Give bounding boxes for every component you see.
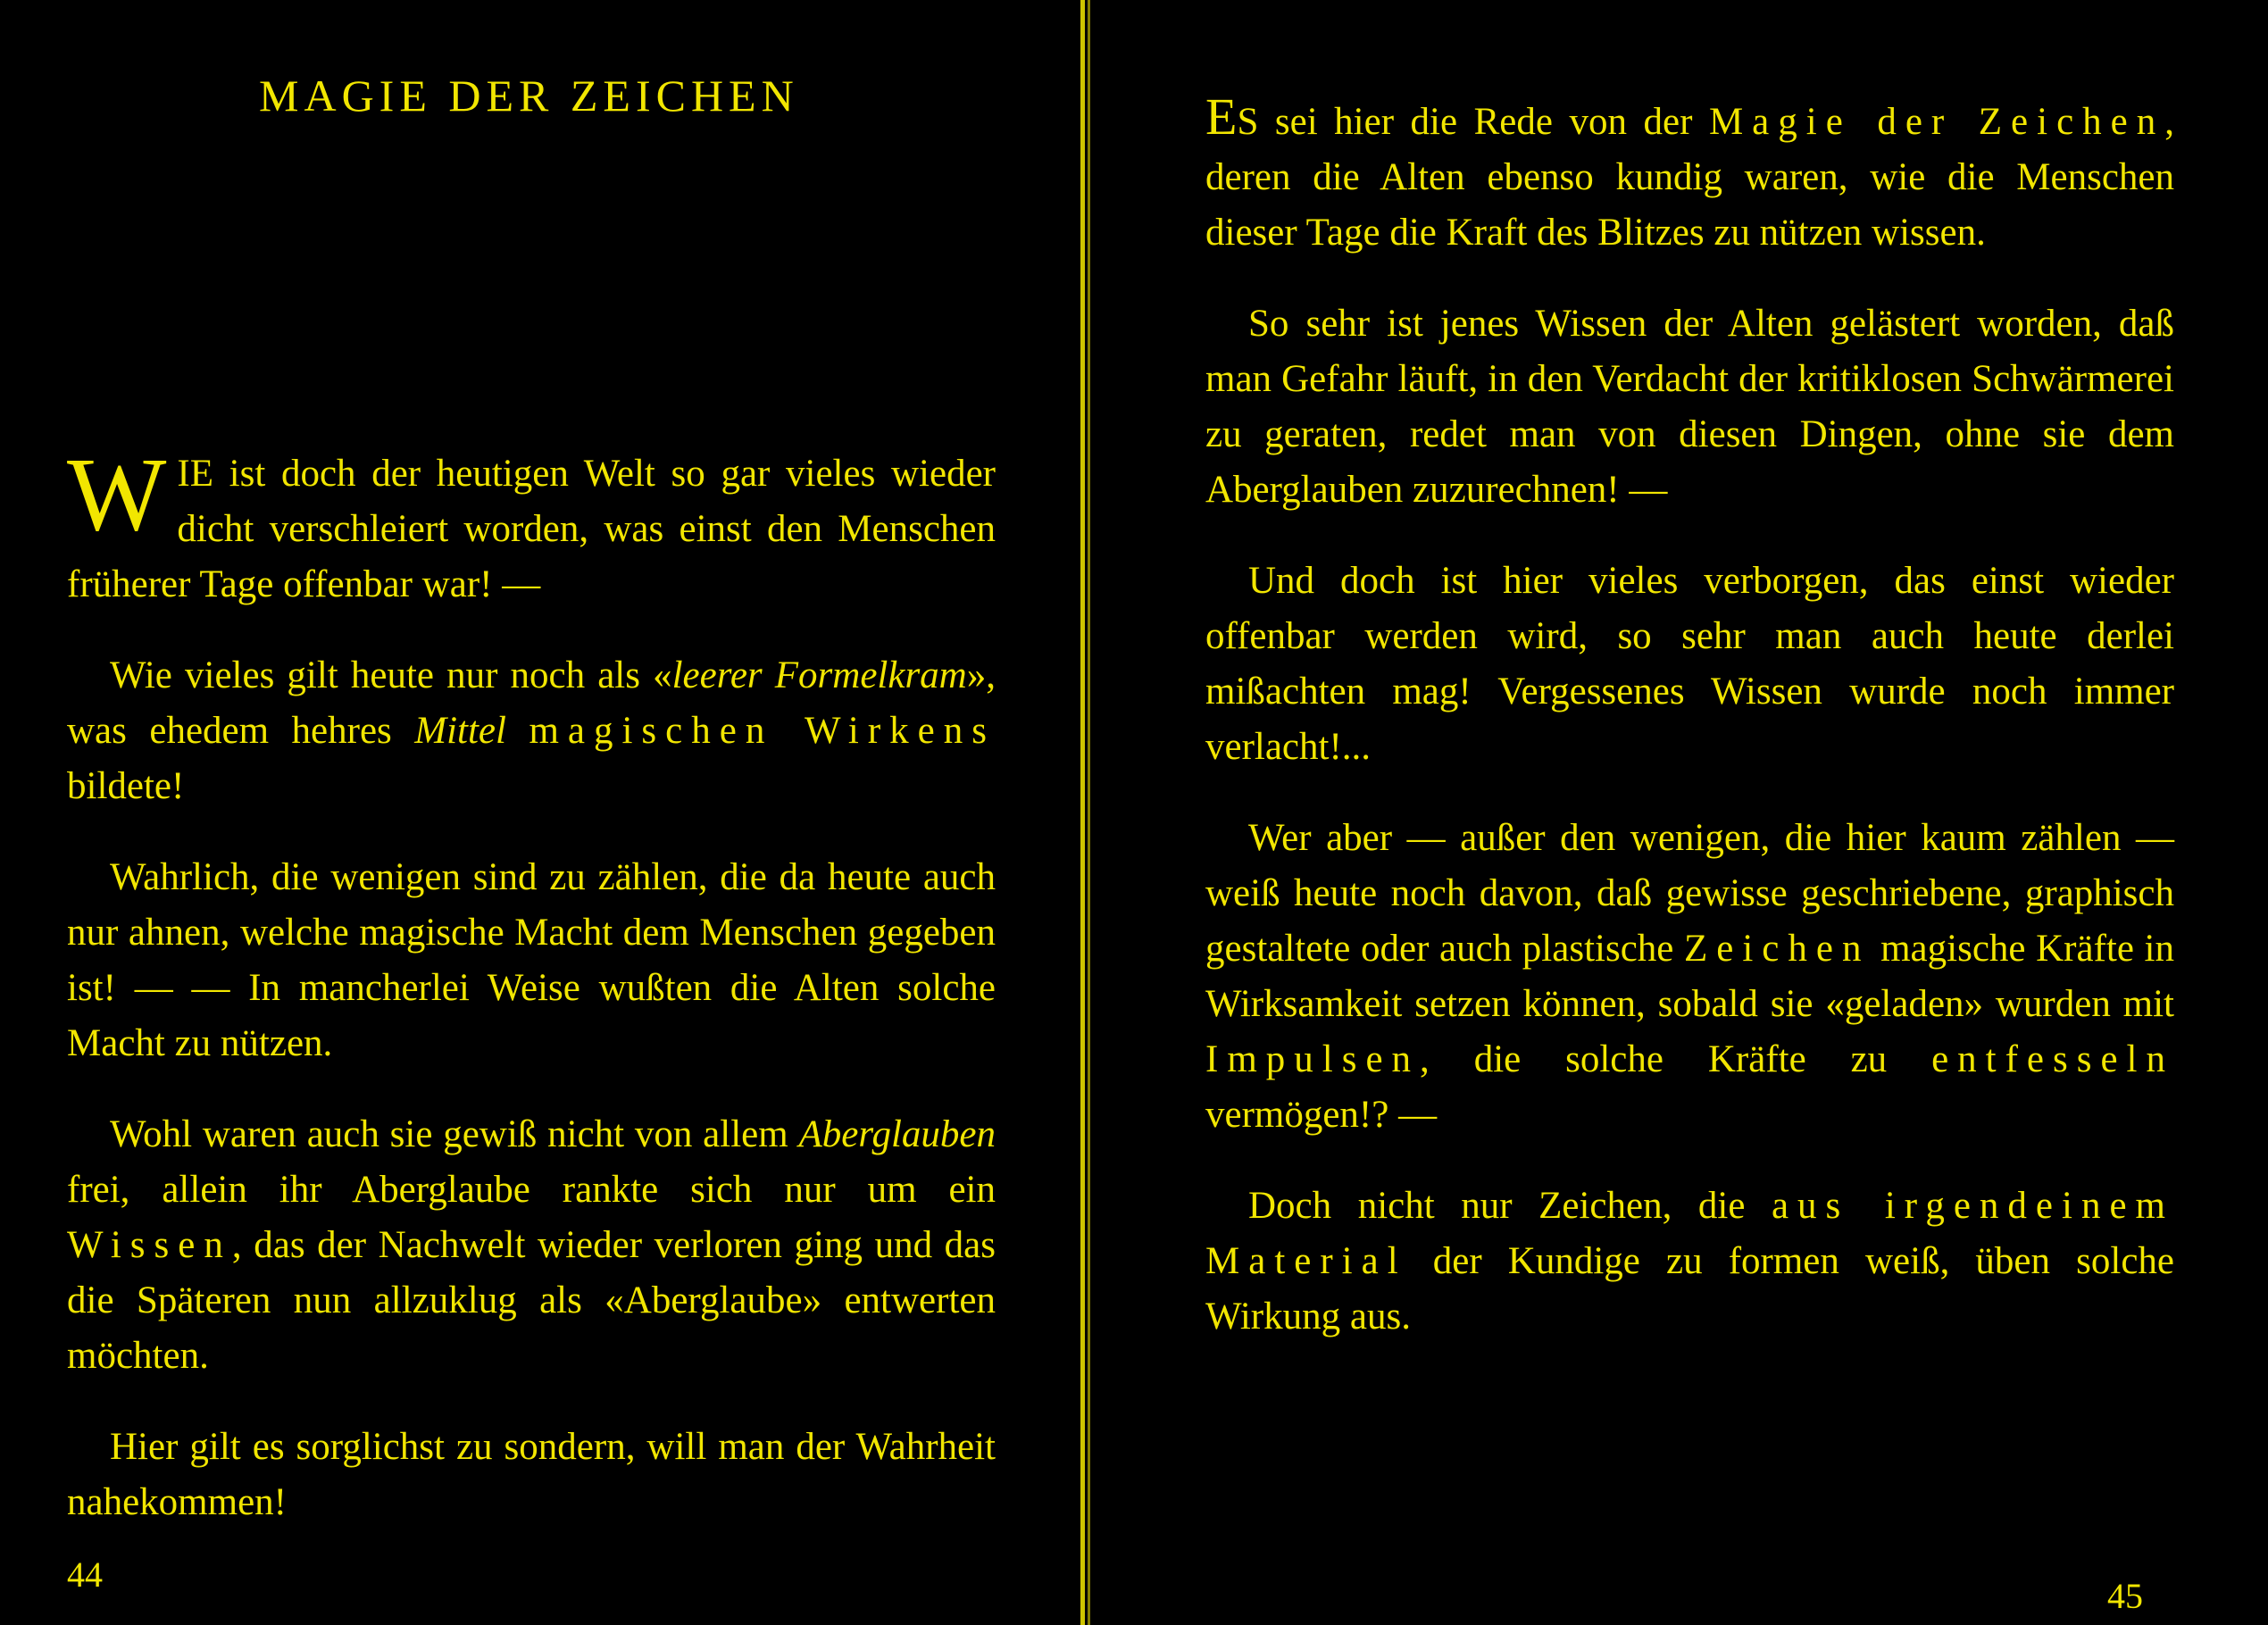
paragraph-4 [67, 1107, 996, 1384]
paragraph-4 [1205, 811, 2174, 1143]
page-number-left: 44 [67, 1554, 103, 1595]
paragraph-2: So sehr ist jenes Wissen der Alten gelästert worden, daß man Gefahr läuft, in den Verdacht der kritiklosen Schwärmerei zu geraten, redet man von diesen Dingen, ohne sie dem Aberglauben zuzurechnen! — [1205, 303, 2174, 511]
paragraph-2 [67, 648, 996, 814]
paragraph-4-spaced-impulsen: Impulsen [1205, 1038, 1421, 1080]
paragraph-5-part-c: der Kundige zu formen weiß, üben solche Wirkung aus. [1205, 1240, 2174, 1338]
drop-cap: W [67, 436, 167, 553]
paragraph-1-text: IE ist doch der heutigen Welt so gar vieles wieder dicht verschleiert worden, was einst den Menschen früherer Tage offenbar war! — [67, 453, 996, 605]
left-page-body [67, 436, 996, 1566]
paragraph-2-part-e [506, 710, 529, 752]
left-page [0, 0, 1071, 1625]
paragraph-5: Hier gilt es sorglichst zu sondern, will man der Wahrheit nahekommen! [67, 1426, 996, 1523]
paragraph-4-spaced-wissen: Wissen [67, 1224, 232, 1266]
paragraph-1-part-c: , deren die Alten ebenso kundig waren, wie die Menschen dieser Tage die Kraft des Blitzes zu nützen wissen. [1205, 101, 2174, 254]
chapter-title: MAGIE DER ZEICHEN [259, 71, 799, 121]
paragraph-2-italic-mittel: Mittel [414, 710, 506, 752]
paragraph-5-spaced-aus-irgendeinem-material: aus irgendeinem Material [1205, 1185, 2174, 1282]
paragraph-1 [1205, 89, 2174, 261]
paragraph-1 [67, 436, 996, 612]
paragraph-2-part-c: », was ehedem hehres [67, 654, 996, 752]
right-page-body [1205, 89, 2174, 1380]
lead-capital: E [1205, 88, 1238, 146]
spine-line [1080, 0, 1085, 1625]
paragraph-2-spaced-magischen-wirkens: magischen Wirkens [529, 710, 996, 752]
paragraph-5-part-a: Doch nicht nur Zeichen, die [1248, 1185, 1772, 1227]
paragraph-4-spaced-entfesseln: entfesseln [1931, 1038, 2174, 1080]
page-number-right: 45 [2107, 1576, 2143, 1616]
paragraph-2-italic-formelkram: leerer Formelkram [671, 654, 967, 696]
spine-line [1088, 0, 1090, 1625]
paragraph-4-part-e: , die solche Kräfte zu [1420, 1038, 1932, 1080]
paragraph-4-part-c: frei, allein ihr Aberglaube rankte sich nur um ein [67, 1169, 996, 1211]
paragraph-5 [1205, 1179, 2174, 1345]
paragraph-4-part-a: Wohl waren auch sie gewiß nicht von allem [110, 1113, 799, 1155]
paragraph-2-part-g: bildete! [67, 765, 185, 807]
paragraph-4-part-g: vermögen!? — [1205, 1094, 1438, 1136]
right-page [1098, 0, 2268, 1625]
paragraph-3: Und doch ist hier vieles verborgen, das einst wieder offenbar werden wird, so sehr man auch heute derlei mißachten mag! Vergessenes Wissen wurde noch immer verlacht!... [1205, 560, 2174, 768]
paragraph-1-spaced-magie-der-zeichen: Magie der Zeichen [1708, 101, 2165, 143]
paragraph-2-part-a: Wie vieles gilt heute nur noch als « [110, 654, 672, 696]
paragraph-3: Wahrlich, die wenigen sind zu zählen, die da heute auch nur ahnen, welche magische Macht dem Menschen gegeben ist! — — In mancherlei Weise wußten die Alten solche Macht zu nützen. [67, 856, 996, 1064]
paragraph-4-spaced-zeichen: Zeichen [1684, 928, 1871, 970]
paragraph-1-part-a: S sei hier die Rede von der [1237, 101, 1709, 143]
paragraph-4-part-e: , das der Nachwelt wieder verloren ging und das die Späteren nun allzuklug als «Aberglaube» entwerten möchten. [67, 1224, 996, 1377]
paragraph-4-italic-aberglauben: Aberglauben [798, 1113, 996, 1155]
paragraph-4-part-a: Wer aber — außer den wenigen, die hier kaum zählen — weiß heute noch davon, daß gewisse geschriebene, graphisch gestaltete oder auch plastische [1205, 817, 2174, 970]
paragraph-4-part-c: magische Kräfte in Wirksamkeit setzen können, sobald sie «geladen» wurden mit [1205, 928, 2174, 1025]
